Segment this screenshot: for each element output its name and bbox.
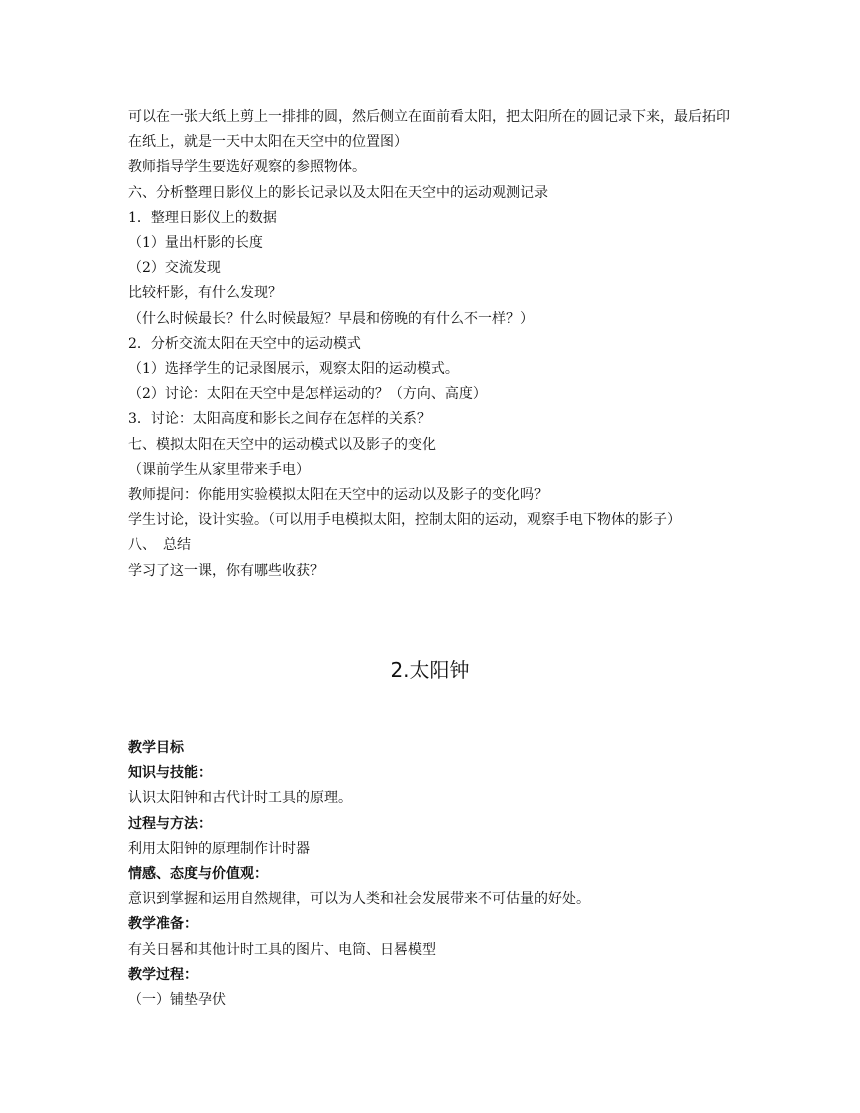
process-method-text: 利用太阳钟的原理制作计时器 bbox=[128, 840, 310, 857]
item-organize-data: 1．整理日影仪上的数据 bbox=[128, 209, 277, 226]
heading-summary: 八、 总结 bbox=[128, 537, 191, 554]
paragraph-teacher-question: 教师提问：你能用实验模拟太阳在天空中的运动以及影子的变化吗？ bbox=[128, 487, 548, 504]
item-share-findings: （2）交流发现 bbox=[128, 260, 221, 277]
paragraph-summary-question: 学习了这一课，你有哪些收获？ bbox=[128, 562, 324, 579]
teaching-goals-heading: 教学目标 bbox=[128, 740, 184, 756]
preparation-text: 有关日晷和其他计时工具的图片、电筒、日晷模型 bbox=[128, 941, 436, 958]
item-select-records: （1）选择学生的记录图展示，观察太阳的运动模式。 bbox=[128, 361, 459, 378]
heading-simulate-motion: 七、模拟太阳在天空中的运动模式以及影子的变化 bbox=[128, 436, 436, 453]
paragraph-student-design: 学生讨论，设计实验。（可以用手电模拟太阳，控制太阳的运动，观察手电下物体的影子） bbox=[128, 512, 681, 529]
procedure-heading: 教学过程： bbox=[128, 966, 198, 983]
item-sun-motion-pattern: 2．分析交流太阳在天空中的运动模式 bbox=[128, 335, 361, 352]
emotion-values-heading: 情感、态度与价值观： bbox=[128, 866, 268, 883]
paragraph-compare-shadows: 比较杆影，有什么发现？ bbox=[128, 285, 282, 302]
paragraph-reference-object: 教师指导学生要选好观察的参照物体。 bbox=[128, 159, 366, 176]
item-discuss-motion: （2）讨论：太阳在天空中是怎样运动的？（方向、高度） bbox=[128, 386, 487, 403]
knowledge-skills-heading: 知识与技能： bbox=[128, 765, 212, 782]
knowledge-skills-text: 认识太阳钟和古代计时工具的原理。 bbox=[128, 790, 352, 807]
lesson-title: 2.太阳钟 bbox=[390, 658, 470, 682]
paragraph-flashlight-note: （课前学生从家里带来手电） bbox=[128, 461, 310, 478]
item-discuss-relation: 3．讨论：太阳高度和影长之间存在怎样的关系？ bbox=[128, 411, 431, 428]
preparation-heading: 教学准备： bbox=[128, 916, 198, 933]
procedure-first-step: （一）铺垫孕伏 bbox=[128, 992, 226, 1009]
heading-analyze-records: 六、分析整理日影仪上的影长记录以及太阳在天空中的运动观测记录 bbox=[128, 184, 548, 201]
paragraph-circle-record: 可以在一张大纸上剪上一排排的圆，然后侧立在面前看太阳，把太阳所在的圆记录下来，最后拓印在纸上，就是一天中太阳在天空中的位置图） bbox=[128, 109, 730, 151]
lesson-continuation-section bbox=[128, 105, 738, 584]
lesson-plan-section bbox=[128, 736, 738, 1013]
emotion-values-text: 意识到掌握和运用自然规律，可以为人类和社会发展带来不可估量的好处。 bbox=[128, 891, 590, 908]
item-measure-shadow: （1）量出杆影的长度 bbox=[128, 235, 263, 252]
paragraph-questions: （什么时候最长？什么时候最短？早晨和傍晚的有什么不一样？） bbox=[128, 310, 534, 327]
process-method-heading: 过程与方法： bbox=[128, 815, 212, 832]
